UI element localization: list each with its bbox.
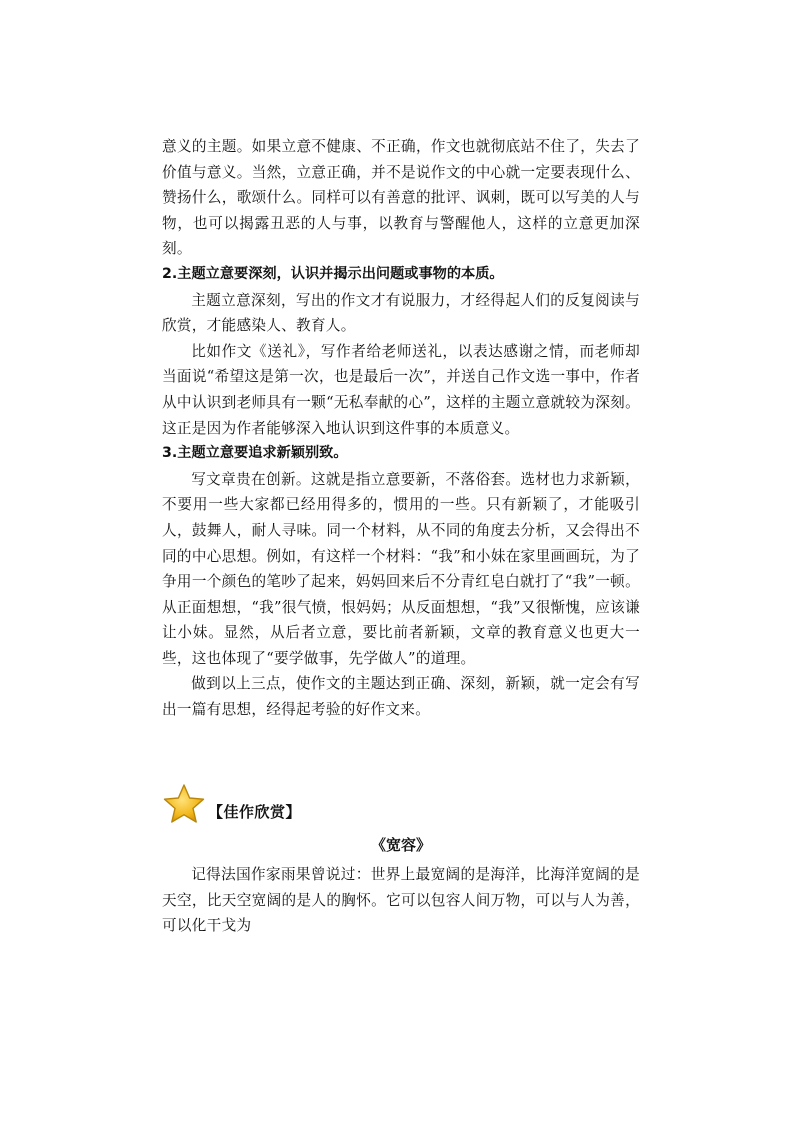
article-body (162, 134, 640, 723)
heading-point-2: 2.主题立意要深刻，认识并揭示出问题或事物的本质。 (162, 265, 504, 282)
paragraph-conclusion: 做到以上三点，使作文的主题达到正确、深刻，新颖，就一定会有写出一篇有思想，经得起考验的好作文来。 (162, 675, 640, 719)
paragraph-point-2-body: 主题立意深刻，写出的作文才有说服力，才经得起人们的反复阅读与欣赏，才能感染人、教育人。 (162, 291, 640, 335)
essay-paragraph: 记得法国作家雨果曾说过：世界上最宽阔的是海洋，比海洋宽阔的是天空，比天空宽阔的是人的胸怀。它可以包容人间万物，可以与人为善，可以化干戈为 (162, 866, 640, 935)
paragraph-intro: 意义的主题。如果立意不健康、不正确，作文也就彻底站不住了，失去了价值与意义。当然，立意正确，并不是说作文的中心就一定要表现什么、赞扬什么，歌颂什么。同样可以有善意的批评、讽刺，既可以写美的人与物，也可以揭露丑恶的人与事，以教育与警醒他人，这样的立意更加深刻。 (162, 138, 640, 258)
heading-point-3: 3.主题立意要追求新颖别致。 (162, 445, 348, 462)
essay-title: 《宽容》 (370, 836, 431, 854)
paragraph-point-2-example: 比如作文《送礼》，写作者给老师送礼，以表达感谢之情，而老师却当面说“希望这是第一次，也是最后一次”，并送自己作文选一事中，作者从中认识到老师具有一颗“无私奉献的心”，这样的主题立意就较为深刻。这正是因为作者能够深入地认识到这件事的本质意义。 (162, 342, 640, 437)
section-title: 【佳作欣赏】 (208, 803, 302, 821)
star-icon (162, 782, 206, 826)
featured-essay-section (162, 778, 640, 939)
paragraph-point-3-body: 写文章贵在创新。这就是指立意要新，不落俗套。选材也力求新颖，不要用一些大家都已经用得多的，惯用的一些。只有新颖了，才能吸引人，鼓舞人，耐人寻味。同一个材料，从不同的角度去分析，又会得出不同的中心思想。例如，有这样一个材料：“我”和小妹在家里画画玩，为了争用一个颜色的笔吵了起来，妈妈回来后不分青红皂白就打了“我”一顿。从正面想想，“我”很气愤，恨妈妈；从反面想想，“我”又很惭愧，应该谦让小妹。显然，从后者立意，要比前者新颖，文章的教育意义也更大一些，这也体现了“要学做事，先学做人”的道理。 (162, 470, 640, 667)
section-header (162, 778, 640, 826)
